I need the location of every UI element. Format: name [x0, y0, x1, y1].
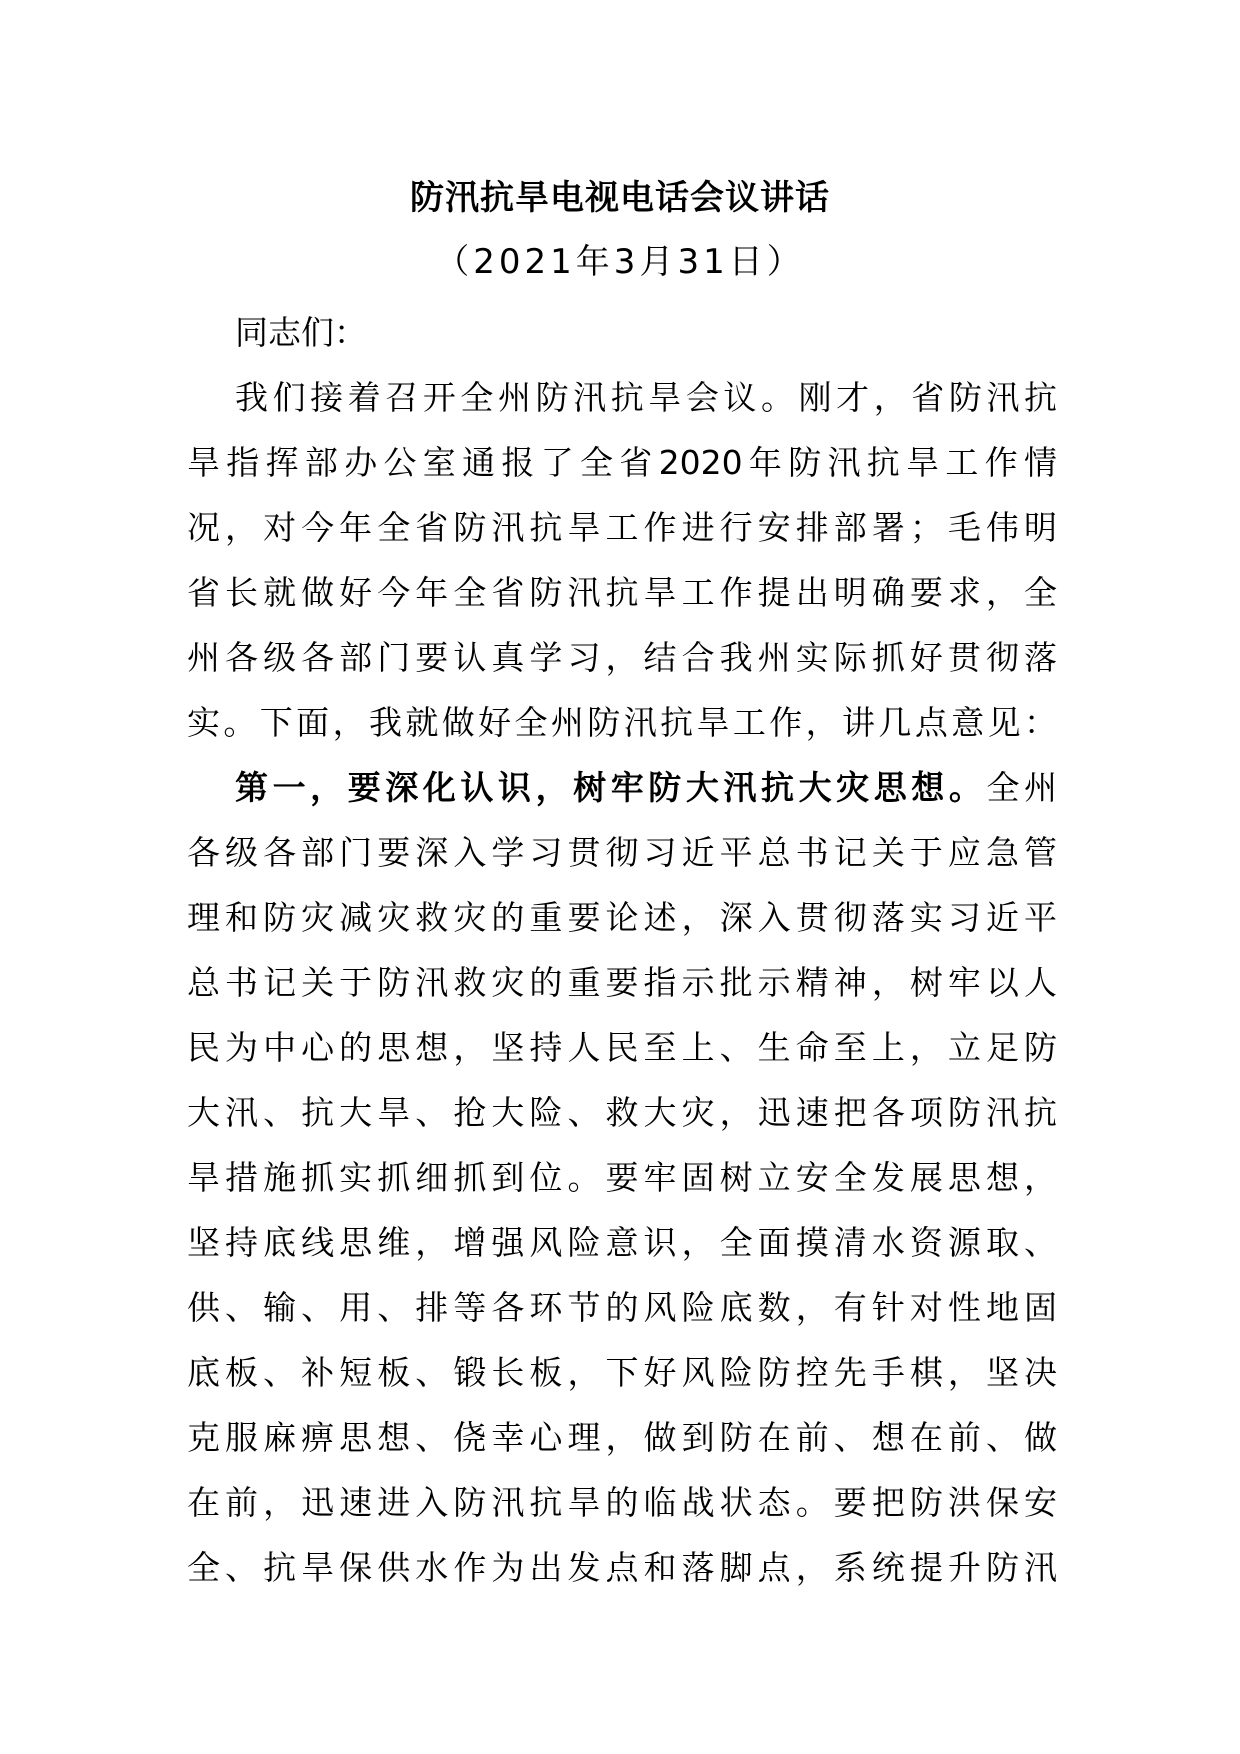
paragraph-2-line: 民为中心的思想，坚持人民至上、生命至上，立足防: [187, 1028, 1057, 1067]
paragraph-1-line: 况，对今年全省防汛抗旱工作进行安排部署；毛伟明: [187, 508, 1057, 547]
section-heading-1: 第一，要深化认识，树牢防大汛抗大灾思想。: [235, 768, 987, 807]
paragraph-2-line: 供、输、用、排等各环节的风险底数，有针对性地固: [187, 1288, 1057, 1327]
paragraph-2-line: 坚持底线思维，增强风险意识，全面摸清水资源取、: [187, 1223, 1057, 1262]
paragraph-2-line: 底板、补短板、锻长板，下好风险防控先手棋，坚决: [187, 1353, 1057, 1392]
paragraph-2-line: 全、抗旱保供水作为出发点和落脚点，系统提升防汛: [187, 1548, 1057, 1587]
paragraph-2-line: 大汛、抗大旱、抢大险、救大灾，迅速把各项防汛抗: [187, 1093, 1057, 1132]
paragraph-1-line: 我们接着召开全州防汛抗旱会议。刚才，省防汛抗: [235, 378, 1057, 417]
paragraph-1-line: 省长就做好今年全省防汛抗旱工作提出明确要求，全: [187, 573, 1057, 612]
document-body: [187, 300, 1057, 1600]
paragraph-1-line: 实。下面，我就做好全州防汛抗旱工作，讲几点意见：: [187, 703, 1057, 742]
document-date: （2021年3月31日）: [435, 242, 805, 282]
paragraph-2-line: 克服麻痹思想、侥幸心理，做到防在前、想在前、做: [187, 1418, 1057, 1457]
salutation: 同志们：: [235, 313, 367, 352]
paragraph-2-line: 在前，迅速进入防汛抗旱的临战状态。要把防洪保安: [187, 1483, 1057, 1522]
paragraph-1-line: 旱指挥部办公室通报了全省2020年防汛抗旱工作情: [187, 443, 1057, 482]
paragraph-2-line: 总书记关于防汛救灾的重要指示批示精神，树牢以人: [187, 963, 1057, 1002]
paragraph-2-line: 旱措施抓实抓细抓到位。要牢固树立安全发展思想，: [187, 1158, 1057, 1197]
document-title: 防汛抗旱电视电话会议讲话: [410, 178, 830, 218]
paragraph-2-first-line: [187, 755, 1057, 820]
paragraph-2-first-line-tail: 全州: [986, 768, 1058, 807]
paragraph-2-line: 各级各部门要深入学习贯彻习近平总书记关于应急管: [187, 833, 1057, 872]
paragraph-1-line: 州各级各部门要认真学习，结合我州实际抓好贯彻落: [187, 638, 1057, 677]
paragraph-2-line: 理和防灾减灾救灾的重要论述，深入贯彻落实习近平: [187, 898, 1057, 937]
